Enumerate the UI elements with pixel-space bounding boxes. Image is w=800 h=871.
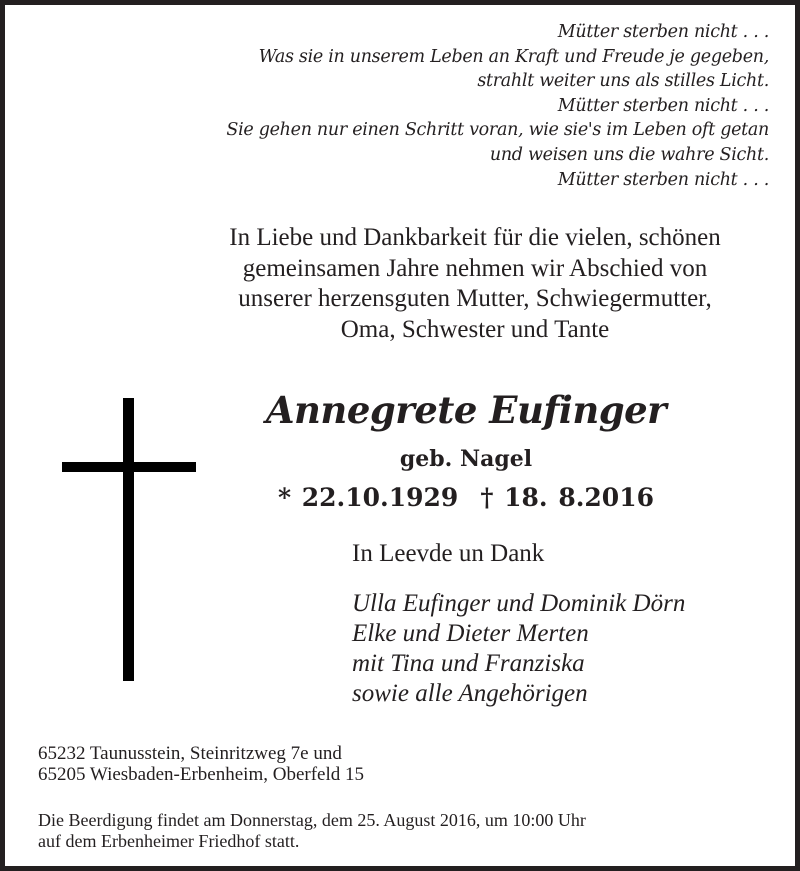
birth-date: * 22.10.1929	[277, 483, 459, 512]
mourner-line: Ulla Eufinger und Dominik Dörn	[352, 590, 686, 617]
poem-verse	[226, 20, 769, 192]
address-line: 65205 Wiesbaden-Erbenheim, Oberfeld 15	[38, 764, 365, 785]
intro-line: gemeinsamen Jahre nehmen wir Abschied von	[242, 254, 708, 282]
poem-line: Was sie in unserem Leben an Kraft und Freude je gegeben,	[258, 46, 769, 67]
intro-line: Oma, Schwester und Tante	[340, 315, 610, 343]
intro-text	[165, 223, 785, 345]
poem-line: strahlt weiter uns als stilles Licht.	[477, 71, 769, 92]
funeral-line: Die Beerdigung findet am Donnerstag, dem 25. August 2016, um 10:00 Uhr	[38, 810, 586, 830]
intro-line: In Liebe und Dankbarkeit für die vielen, schönen	[229, 224, 721, 251]
funeral-line: auf dem Erbenheimer Friedhof statt.	[38, 830, 300, 851]
cross-icon-crossbar	[62, 462, 196, 472]
intro-line: unserer herzensguten Mutter, Schwiegermutter,	[238, 285, 712, 312]
mourner-line: Elke und Dieter Merten	[352, 620, 589, 647]
address-line: 65232 Taunusstein, Steinritzweg 7e und	[38, 743, 342, 764]
funeral-info	[38, 810, 586, 851]
mourner-line: sowie alle Angehörigen	[352, 680, 588, 707]
poem-line: Mütter sterben nicht . . .	[557, 169, 769, 190]
deceased-name: Annegrete Eufinger	[265, 388, 667, 432]
mourner-line: mit Tina und Franziska	[352, 650, 585, 677]
address-block	[38, 743, 364, 785]
poem-line: Mütter sterben nicht . . .	[557, 22, 769, 42]
maiden-name: geb. Nagel	[399, 446, 533, 472]
death-date: † 18. 8.2016	[480, 483, 654, 512]
mourners-list	[352, 589, 685, 709]
poem-line: und weisen uns die wahre Sicht.	[489, 144, 769, 165]
life-dates	[205, 483, 727, 512]
thanks-line: In Leevde un Dank	[352, 540, 545, 567]
poem-line: Sie gehen nur einen Schritt voran, wie sie's im Leben oft getan	[226, 120, 769, 141]
poem-line: Mütter sterben nicht . . .	[557, 95, 769, 116]
cross-icon	[123, 398, 134, 681]
